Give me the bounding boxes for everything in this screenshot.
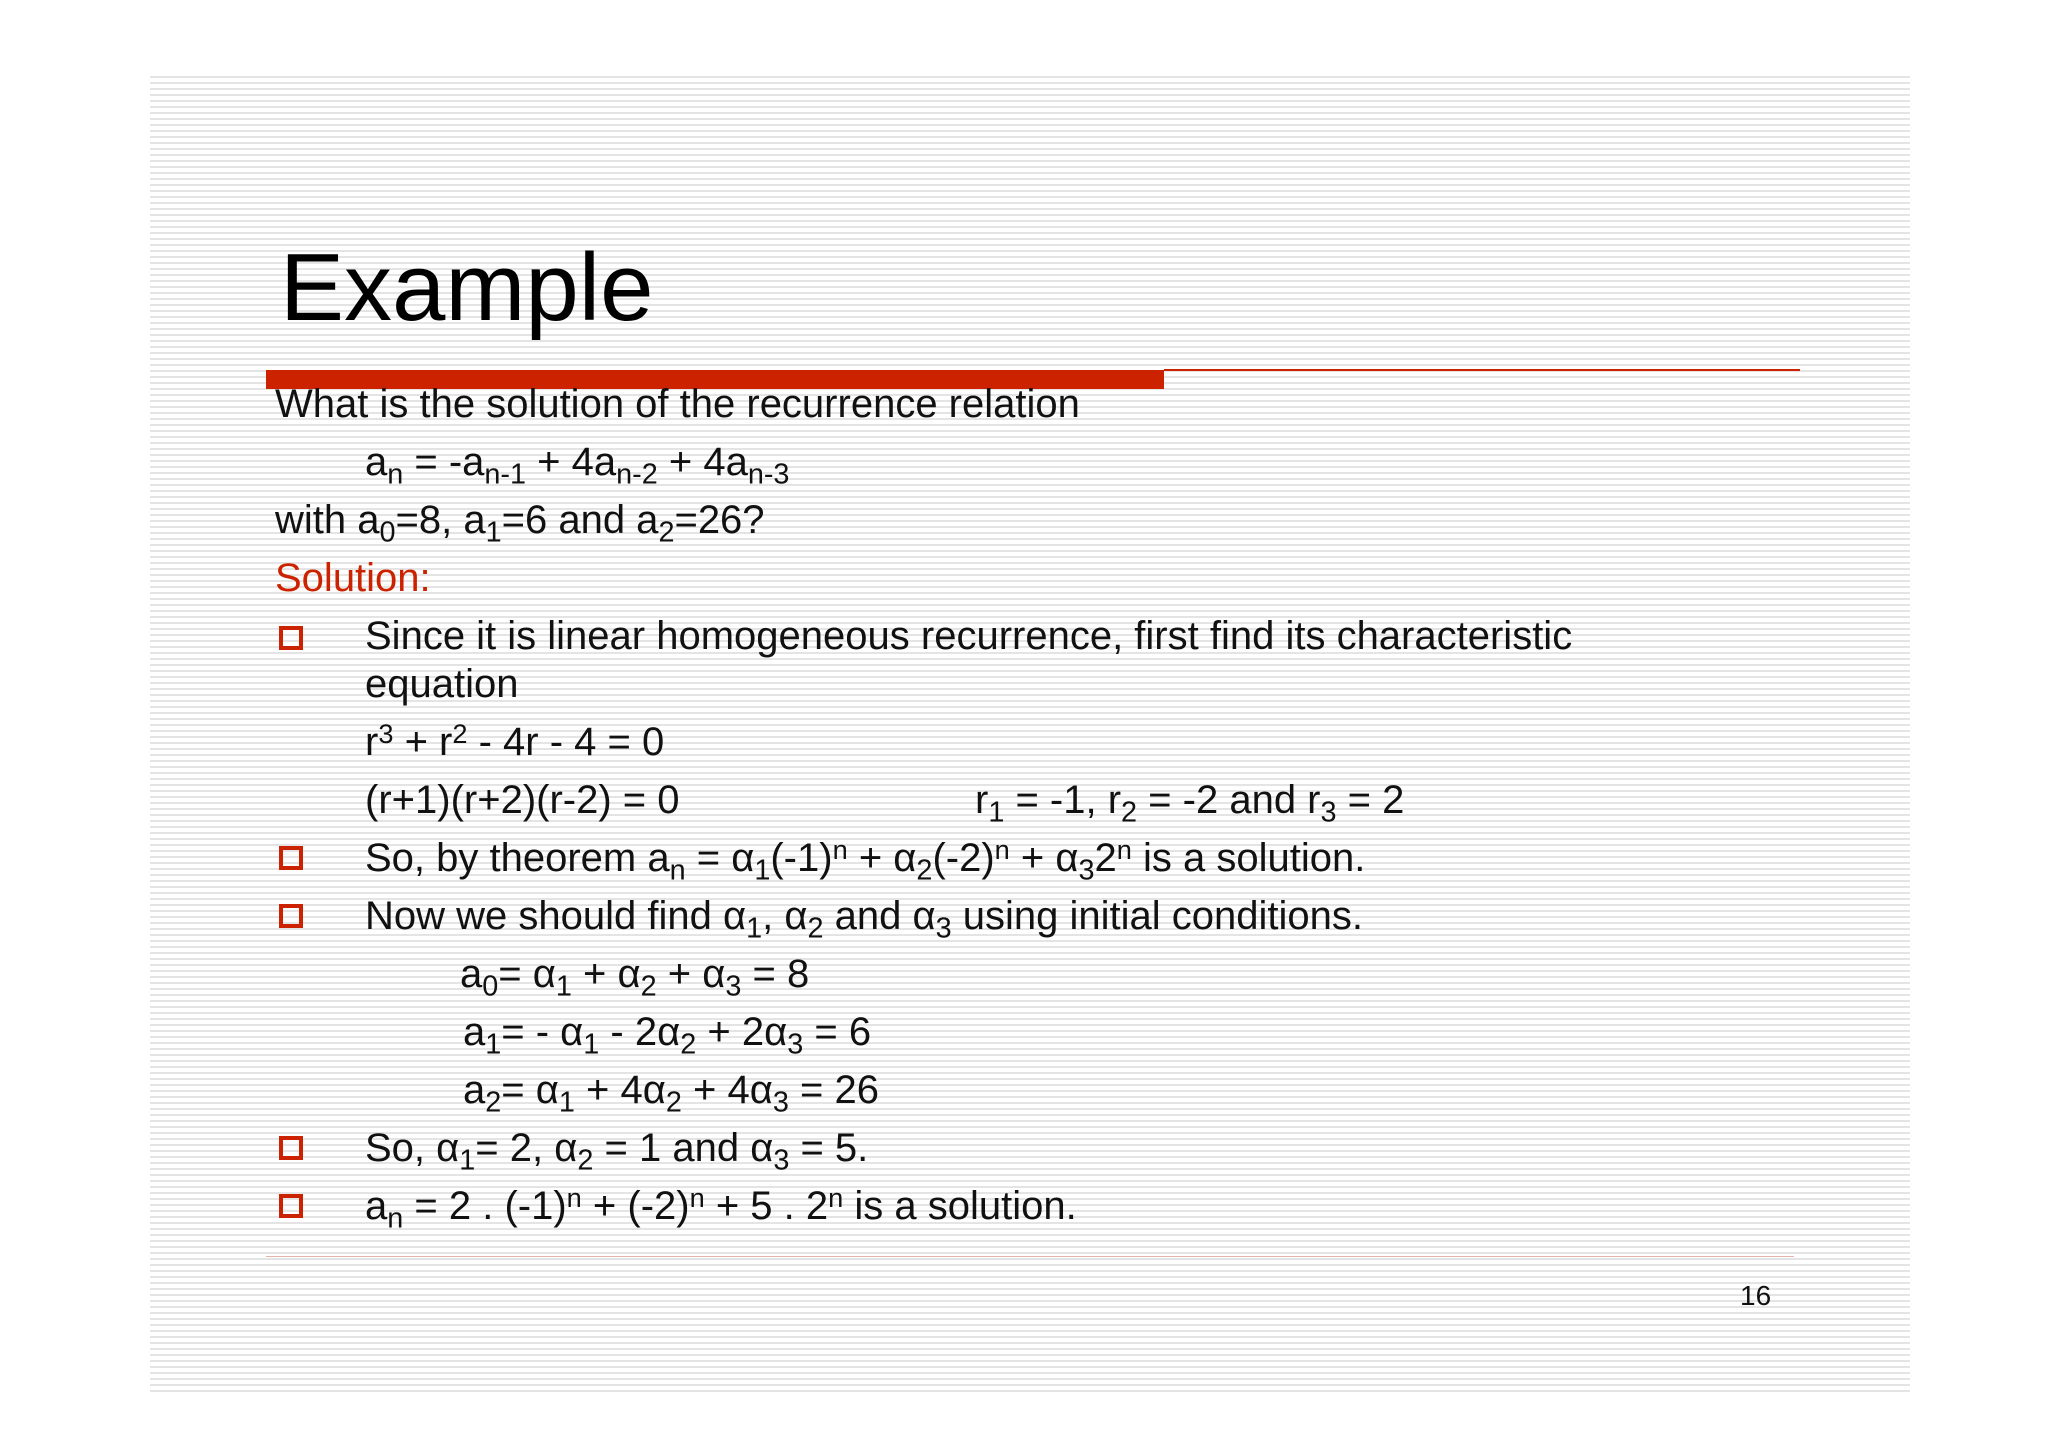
slide-title: Example: [280, 234, 654, 341]
title-underline-thin: [1164, 369, 1800, 371]
hollow-square-icon: [279, 626, 303, 650]
system-equation-a0: $a_0= \alpha_1 + \alpha_2 + \alpha_3 = 8$: [460, 952, 810, 1003]
system-equation-a2: $a_2= \alpha_1 + 4\alpha_2 + 4\alpha_3 = 26$: [463, 1068, 879, 1119]
footer-divider: [266, 1256, 1794, 1257]
final-solution: $a_n = 2$ . $(-1)^n + (-2)^n + 5$ . 2$^n$ is a solution.: [365, 1181, 1077, 1235]
coefficient-result: So, $\alpha_1= 2$, $\alpha_2 = 1$ and $\alpha_3 = 5$.: [365, 1126, 869, 1177]
hollow-square-icon: [279, 846, 303, 870]
hollow-square-icon: [279, 1136, 303, 1160]
step1-line2: equation: [365, 662, 519, 706]
question-intro: What is the solution of the recurrence relation: [275, 382, 1080, 426]
characteristic-equation: $r^3 + r^2 - 4r - 4 = 0$: [365, 717, 665, 764]
solution-label: Solution:: [275, 556, 431, 600]
page-number: 16: [1740, 1280, 1772, 1311]
factored-equation: (r+1)(r+2)(r-2) = 0: [365, 778, 680, 822]
recurrence-equation: $a_n = -a_{n-1} + 4a_{n-2} + 4a_{n-3}$: [365, 440, 790, 491]
hollow-square-icon: [279, 1194, 303, 1218]
step1-line1: Since it is linear homogeneous recurrence, first find its characteristic: [365, 614, 1573, 658]
find-coefficients: Now we should find $\alpha_1$, $\alpha_2$ and $\alpha_3$ using initial conditions.: [365, 894, 1363, 945]
system-equation-a1: $a_1= - \alpha_1 - 2\alpha_2 + 2\alpha_3 = 6$: [463, 1010, 872, 1061]
theorem-statement: So, by theorem $a_n = \alpha_1(-1)^n + \alpha_2(-2)^n + \alpha_32^n$ is a solution.: [365, 833, 1366, 887]
initial-conditions: with $a_0=8$, $a_1=6$ and $a_2=26$?: [275, 498, 765, 549]
hollow-square-icon: [279, 904, 303, 928]
roots: $r_1 = -1$, $r_2 = -2$ and $r_3 = 2$: [975, 778, 1405, 829]
